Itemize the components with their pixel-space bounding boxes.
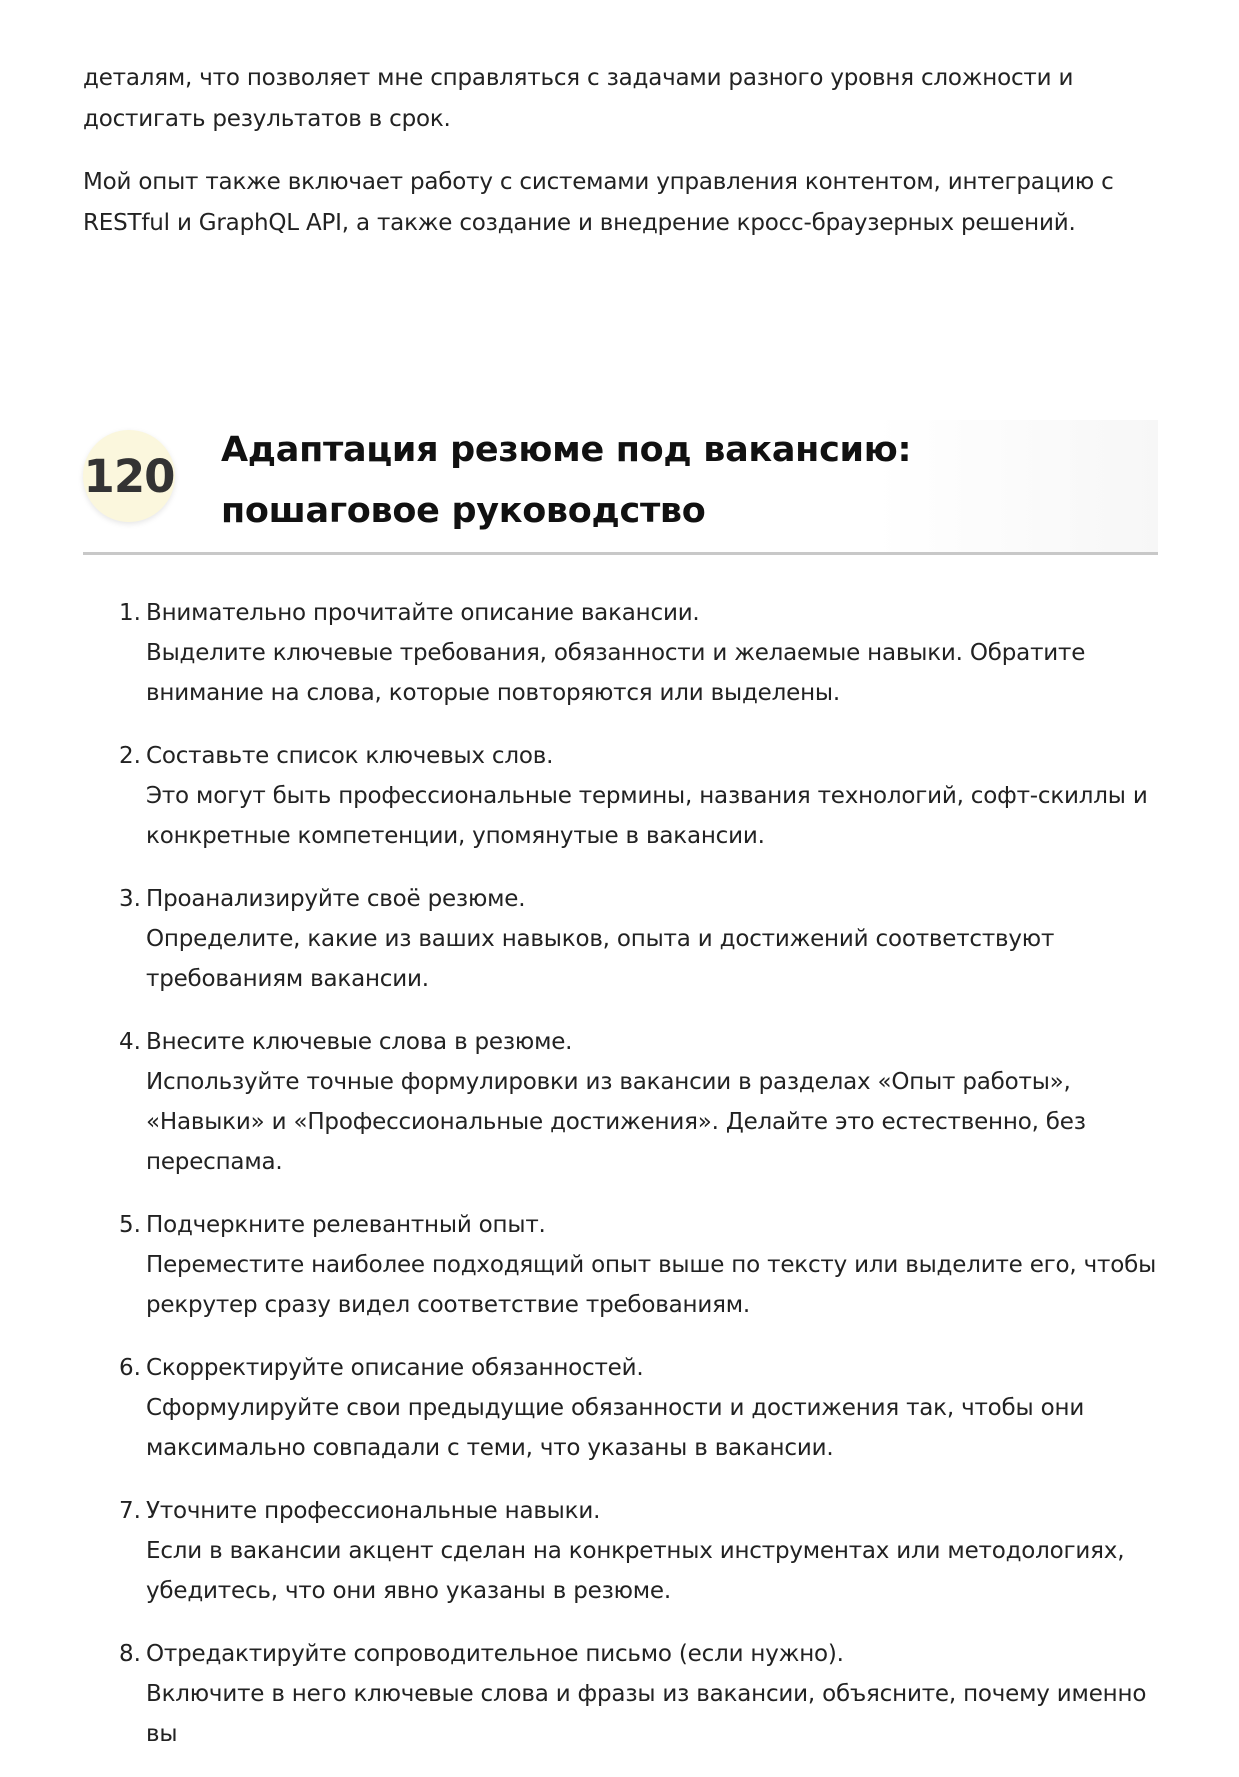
step-description: Переместите наиболее подходящий опыт выше по тексту или выделите его, чтобы рекрутер сразу видел соответствие требованиям. — [146, 1252, 1157, 1318]
step-number: 3. — [119, 886, 141, 912]
step-description: Если в вакансии акцент сделан на конкретных инструментах или методологиях, убедитесь, что они явно указаны в резюме. — [146, 1538, 1125, 1604]
step-item — [83, 1205, 1168, 1325]
step-item — [83, 1634, 1168, 1754]
step-title: Внимательно прочитайте описание вакансии. — [146, 600, 700, 626]
step-item — [83, 1491, 1168, 1611]
step-description: Включите в него ключевые слова и фразы из вакансии, объясните, почему именно вы — [146, 1681, 1147, 1747]
step-number: 6. — [119, 1355, 141, 1381]
step-number: 5. — [119, 1212, 141, 1238]
step-number: 7. — [119, 1498, 141, 1524]
section-header — [83, 420, 1158, 555]
step-title: Уточните профессиональные навыки. — [146, 1498, 601, 1524]
step-item — [83, 1022, 1168, 1182]
step-description: Это могут быть профессиональные термины, названия технологий, софт-скиллы и конкретные компетенции, упомянутые в вакансии. — [146, 783, 1148, 849]
section-number-badge: 120 — [83, 430, 175, 522]
step-description: Определите, какие из ваших навыков, опыта и достижений соответствуют требованиям вакансии. — [146, 926, 1055, 992]
step-number: 4. — [119, 1029, 141, 1055]
step-description: Выделите ключевые требования, обязанности и желаемые навыки. Обратите внимание на слова, которые повторяются или выделены. — [146, 640, 1086, 706]
step-title: Составьте список ключевых слов. — [146, 743, 554, 769]
step-item — [83, 736, 1168, 856]
section-title: Адаптация резюме под вакансию: пошаговое руководство — [221, 430, 912, 531]
step-number: 2. — [119, 743, 141, 769]
step-title: Подчеркните релевантный опыт. — [146, 1212, 546, 1238]
step-title: Скорректируйте описание обязанностей. — [146, 1355, 644, 1381]
step-number: 8. — [119, 1641, 141, 1667]
step-item — [83, 593, 1168, 713]
step-item — [83, 879, 1168, 999]
step-title: Внесите ключевые слова в резюме. — [146, 1029, 573, 1055]
step-item — [83, 1348, 1168, 1468]
intro-text — [83, 58, 1165, 266]
steps-list — [83, 593, 1168, 1777]
step-number: 1. — [119, 600, 141, 626]
step-description: Используйте точные формулировки из вакансии в разделах «Опыт работы», «Навыки» и «Профессиональные достижения». Делайте это естественно, без переспама. — [146, 1069, 1086, 1175]
step-title: Проанализируйте своё резюме. — [146, 886, 526, 912]
step-title: Отредактируйте сопроводительное письмо (если нужно). — [146, 1641, 844, 1667]
intro-paragraph: Мой опыт также включает работу с системами управления контентом, интеграцию с RESTful и GraphQL API, а также создание и внедрение кросс-браузерных решений. — [83, 169, 1114, 236]
step-description: Сформулируйте свои предыдущие обязанности и достижения так, чтобы они максимально совпадали с теми, что указаны в вакансии. — [146, 1395, 1085, 1461]
intro-paragraph: деталям, что позволяет мне справляться с задачами разного уровня сложности и достигать результатов в срок. — [83, 65, 1074, 132]
